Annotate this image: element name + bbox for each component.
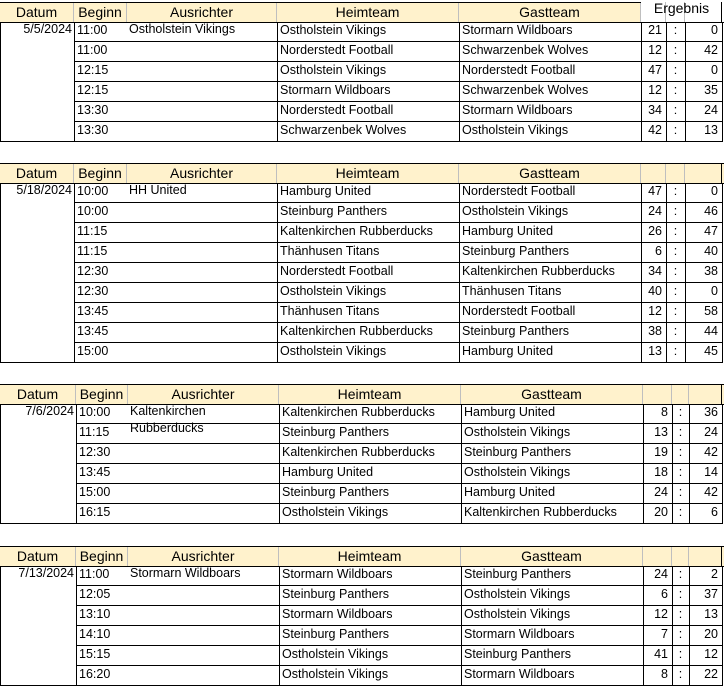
away-score: 2 [711,567,718,581]
score-separator: : [673,284,678,298]
game-time: 14:10 [79,627,111,641]
score-separator: : [673,244,678,258]
away-score: 38 [704,264,718,278]
away-score: 0 [711,184,718,198]
away-team: Hamburg United [464,485,556,499]
home-score: 6 [661,587,668,601]
home-score: 12 [648,83,662,97]
away-score: 24 [704,425,718,439]
header-beginn: Beginn [76,384,128,404]
away-score: 42 [704,43,718,57]
score-separator: : [673,204,678,218]
game-time: 12:30 [77,264,109,278]
score-separator: : [673,123,678,137]
score-separator: : [678,425,683,439]
matchday-host: Stormarn Wildboars [130,566,241,580]
game-time: 13:30 [77,123,109,137]
home-score: 34 [648,103,662,117]
away-team: Ostholstein Vikings [464,587,571,601]
home-score: 7 [661,627,668,641]
away-score: 22 [704,667,718,681]
header-ergebnis: Ergebnis [653,0,710,16]
header-gastteam: Gastteam [459,163,641,183]
home-team: Steinburg Panthers [282,425,390,439]
header-datum: Datum [0,546,76,566]
game-time: 15:00 [79,485,111,499]
column-border [74,183,75,363]
matchday-date: 5/18/2024 [16,183,72,197]
matchday-table [0,546,724,686]
home-score: 47 [648,184,662,198]
score-separator: : [678,465,683,479]
away-score: 0 [711,63,718,77]
column-border [277,22,278,142]
away-team: Norderstedt Football [462,304,576,318]
game-time: 12:30 [77,284,109,298]
home-team: Kaltenkirchen Rubberducks [282,405,435,419]
home-team: Hamburg United [282,465,374,479]
header-gastteam: Gastteam [461,384,643,404]
header-score-cell [666,163,685,183]
away-score: 13 [704,607,718,621]
matchday-block [0,384,724,524]
game-time: 11:15 [77,244,108,258]
matchday-table [0,384,724,524]
home-score: 47 [648,63,662,77]
header-border-top [0,2,641,3]
home-team: Schwarzenbek Wolves [280,123,407,137]
home-team: Ostholstein Vikings [280,344,387,358]
away-score: 0 [711,284,718,298]
matchday-block [0,546,724,686]
away-score: 6 [711,505,718,519]
column-border [279,404,280,524]
game-time: 13:30 [77,103,109,117]
score-separator: : [678,567,683,581]
block-bottom-border [0,523,722,524]
column-border [277,183,278,363]
header-ausrichter: Ausrichter [127,163,277,183]
game-time: 11:15 [77,224,108,238]
score-separator: : [678,505,683,519]
score-separator: : [678,445,683,459]
block-bottom-border [0,685,722,686]
game-time: 12:15 [77,83,109,97]
home-score: 20 [654,505,668,519]
matchday-table [0,163,724,363]
home-team: Stormarn Wildboars [282,607,393,621]
away-score: 42 [704,445,718,459]
away-team: Steinburg Panthers [464,647,572,661]
block-bottom-border [0,362,722,363]
column-border [76,566,77,686]
header-heimteam: Heimteam [279,384,461,404]
header-datum: Datum [0,163,74,183]
home-score: 12 [648,304,662,318]
home-score: 8 [661,667,668,681]
header-ausrichter: Ausrichter [128,546,279,566]
home-score: 34 [648,264,662,278]
home-score: 41 [654,647,668,661]
matchday-block [0,163,724,363]
home-score: 42 [648,123,662,137]
column-border [461,404,462,524]
home-score: 13 [654,425,668,439]
away-team: Ostholstein Vikings [462,204,569,218]
home-team: Steinburg Panthers [282,587,390,601]
away-team: Stormarn Wildboars [464,627,575,641]
header-gastteam: Gastteam [459,2,641,22]
away-score: 44 [704,324,718,338]
score-separator: : [678,607,683,621]
score-separator: : [673,224,678,238]
away-team: Hamburg United [462,344,554,358]
column-border [459,22,460,142]
game-time: 16:20 [79,667,111,681]
matchday-date: 5/5/2024 [23,22,72,36]
away-team: Stormarn Wildboars [462,103,573,117]
away-team: Thänhusen Titans [462,284,562,298]
column-border [74,22,75,142]
away-score: 58 [704,304,718,318]
game-time: 13:10 [79,607,111,621]
game-time: 11:00 [77,23,108,37]
home-team: Ostholstein Vikings [282,667,389,681]
column-border [689,404,690,524]
away-team: Schwarzenbek Wolves [462,83,589,97]
home-team: Ostholstein Vikings [282,505,389,519]
column-border [722,22,723,142]
header-border-top [0,546,724,547]
header-score-cell [643,546,672,566]
home-score: 38 [648,324,662,338]
home-team: Kaltenkirchen Rubberducks [280,324,433,338]
away-team: Stormarn Wildboars [464,667,575,681]
header-row [0,2,724,22]
away-score: 46 [704,204,718,218]
matchday-host [130,403,277,437]
matchday-host-line: Kaltenkirchen [130,404,206,418]
block-bottom-border [0,141,722,142]
game-time: 13:45 [77,324,109,338]
column-border [0,22,1,142]
home-score: 13 [648,344,662,358]
home-team: Steinburg Panthers [282,627,390,641]
away-team: Ostholstein Vikings [464,465,571,479]
column-border [685,183,686,363]
home-score: 18 [654,465,668,479]
home-score: 24 [654,567,668,581]
home-team: Stormarn Wildboars [280,83,391,97]
home-team: Ostholstein Vikings [280,63,387,77]
home-team: Kaltenkirchen Rubberducks [282,445,435,459]
away-score: 47 [704,224,718,238]
home-score: 12 [654,607,668,621]
column-border [0,566,1,686]
away-team: Kaltenkirchen Rubberducks [462,264,615,278]
column-border [689,566,690,686]
score-separator: : [678,647,683,661]
home-score: 8 [661,405,668,419]
column-border [76,404,77,524]
home-score: 24 [648,204,662,218]
matchday-date: 7/6/2024 [25,404,74,418]
header-heimteam: Heimteam [279,546,461,566]
header-row [0,546,724,566]
away-team: Steinburg Panthers [464,445,572,459]
away-team: Ostholstein Vikings [464,607,571,621]
away-score: 36 [704,405,718,419]
away-team: Hamburg United [464,405,556,419]
column-border [722,404,723,524]
away-team: Hamburg United [462,224,554,238]
home-team: Kaltenkirchen Rubberducks [280,224,433,238]
column-border [459,183,460,363]
header-ausrichter: Ausrichter [128,384,279,404]
header-ausrichter: Ausrichter [127,2,277,22]
column-border [0,183,1,363]
home-score: 21 [648,23,662,37]
away-team: Schwarzenbek Wolves [462,43,589,57]
header-score-cell [672,384,689,404]
matchday-host: Ostholstein Vikings [129,22,236,36]
game-time: 13:45 [79,465,111,479]
header-score-cell [689,546,722,566]
home-team: Thänhusen Titans [280,304,380,318]
game-time: 12:30 [79,445,111,459]
game-time: 11:00 [77,43,108,57]
header-datum: Datum [0,384,76,404]
score-separator: : [673,83,678,97]
game-time: 12:15 [77,63,109,77]
home-team: Norderstedt Football [280,103,394,117]
score-separator: : [678,485,683,499]
score-separator: : [673,63,678,77]
header-datum: Datum [0,2,74,22]
away-score: 37 [704,587,718,601]
away-score: 35 [704,83,718,97]
header-gastteam: Gastteam [461,546,643,566]
game-time: 10:00 [79,405,111,419]
away-score: 20 [704,627,718,641]
header-beginn: Beginn [74,2,127,22]
score-separator: : [678,405,683,419]
header-score-cell [641,163,666,183]
home-team: Steinburg Panthers [282,485,390,499]
home-team: Stormarn Wildboars [282,567,393,581]
home-team: Ostholstein Vikings [280,284,387,298]
home-score: 12 [648,43,662,57]
matchday-date: 7/13/2024 [18,566,74,580]
header-beginn: Beginn [74,163,127,183]
column-border [722,566,723,686]
score-separator: : [673,23,678,37]
away-team: Ostholstein Vikings [462,123,569,137]
home-team: Steinburg Panthers [280,204,388,218]
home-score: 26 [648,224,662,238]
score-separator: : [678,627,683,641]
home-team: Norderstedt Football [280,43,394,57]
away-team: Steinburg Panthers [464,567,572,581]
home-score: 19 [654,445,668,459]
game-time: 13:45 [77,304,109,318]
home-score: 40 [648,284,662,298]
away-team: Steinburg Panthers [462,244,570,258]
score-separator: : [673,43,678,57]
header-heimteam: Heimteam [277,163,459,183]
column-border [643,404,644,524]
score-separator: : [678,667,683,681]
matchday-block [0,2,724,142]
header-heimteam: Heimteam [277,2,459,22]
header-beginn: Beginn [76,546,128,566]
game-time: 16:15 [79,505,111,519]
game-time: 10:00 [77,184,109,198]
column-border [722,183,723,363]
away-team: Norderstedt Football [462,63,576,77]
game-time: 10:00 [77,204,109,218]
matchday-host-line: Rubberducks [130,421,204,435]
away-score: 45 [704,344,718,358]
away-score: 42 [704,485,718,499]
away-team: Steinburg Panthers [462,324,570,338]
away-score: 13 [704,123,718,137]
matchday-host: HH United [129,183,187,197]
column-border [0,404,1,524]
column-border [279,566,280,686]
header-row [0,163,724,183]
column-border [461,566,462,686]
away-team: Ostholstein Vikings [464,425,571,439]
score-separator: : [673,324,678,338]
header-score-cell [689,384,722,404]
away-score: 0 [711,23,718,37]
column-border [643,566,644,686]
score-separator: : [673,344,678,358]
matchday-table [0,2,724,142]
score-separator: : [673,304,678,318]
game-time: 11:15 [79,425,110,439]
home-score: 24 [654,485,668,499]
away-score: 40 [704,244,718,258]
score-separator: : [678,587,683,601]
away-team: Stormarn Wildboars [462,23,573,37]
away-score: 24 [704,103,718,117]
home-team: Thänhusen Titans [280,244,380,258]
score-separator: : [673,103,678,117]
header-row [0,384,724,404]
column-border [641,22,642,142]
away-team: Norderstedt Football [462,184,576,198]
header-border-top [0,384,724,385]
home-team: Hamburg United [280,184,372,198]
home-team: Ostholstein Vikings [282,647,389,661]
header-border-top [0,163,724,164]
home-team: Ostholstein Vikings [280,23,387,37]
home-score: 6 [655,244,662,258]
game-time: 11:00 [79,567,110,581]
column-border [641,183,642,363]
away-score: 12 [704,647,718,661]
header-score-cell [685,163,722,183]
game-time: 15:15 [79,647,111,661]
score-separator: : [673,264,678,278]
game-time: 12:05 [79,587,111,601]
away-score: 14 [704,465,718,479]
header-score-cell [643,384,672,404]
score-separator: : [673,184,678,198]
header-score-cell [672,546,689,566]
column-border [685,22,686,142]
away-team: Kaltenkirchen Rubberducks [464,505,617,519]
home-team: Norderstedt Football [280,264,394,278]
game-time: 15:00 [77,344,109,358]
